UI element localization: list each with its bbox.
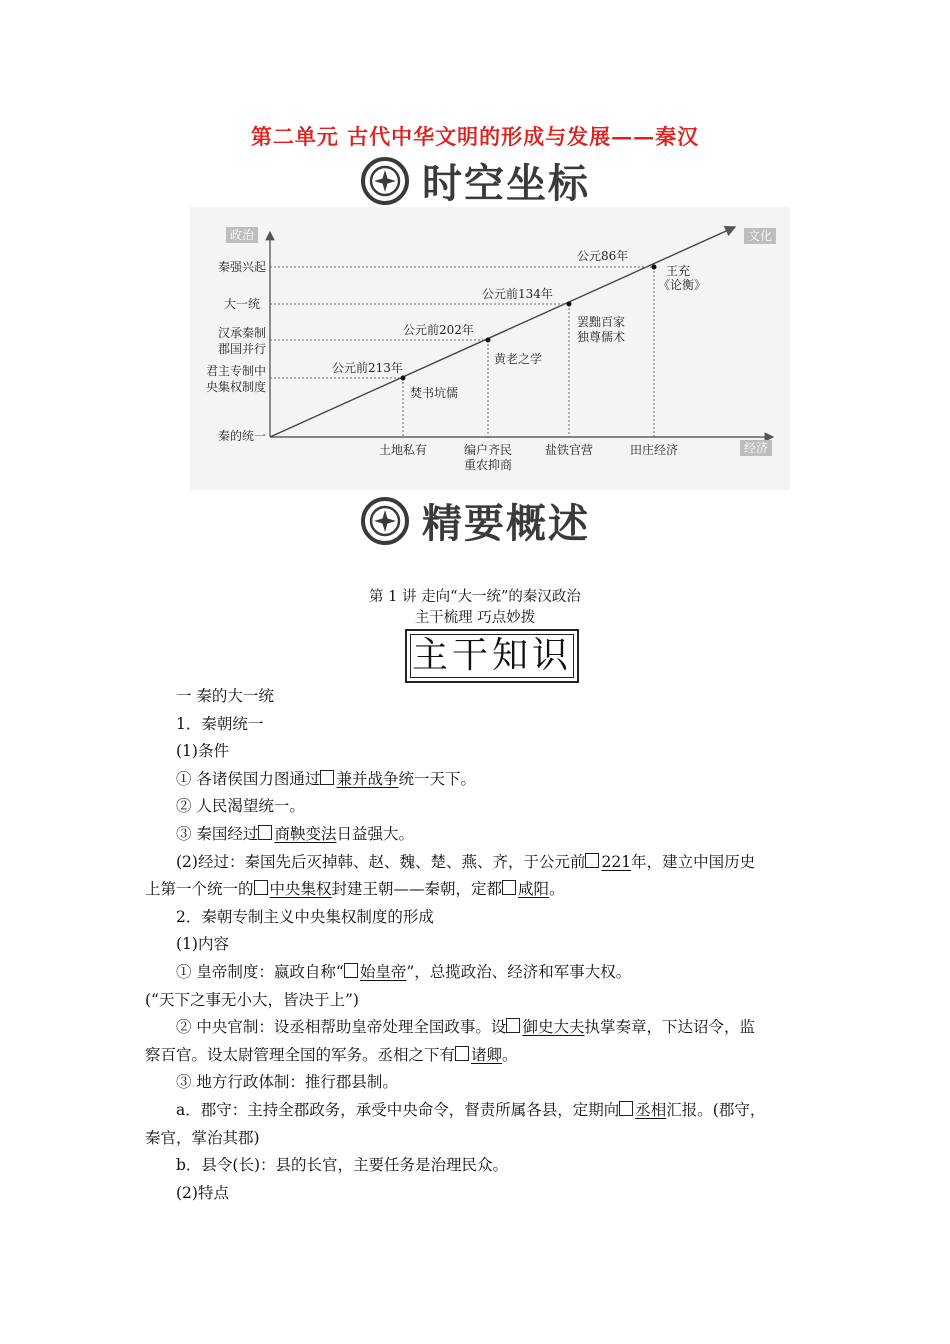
banner-summary <box>0 492 950 550</box>
culture-label: 黄老之学 <box>494 352 543 366</box>
economy-label: 编户齐民 <box>463 443 513 457</box>
subheading: (1)内容 <box>176 935 229 954</box>
paragraph: ③ 地方行政体制：推行郡县制。 <box>176 1073 398 1092</box>
compass-icon <box>360 156 410 206</box>
blank-box-icon <box>455 1046 469 1061</box>
subheading: (2)特点 <box>176 1183 229 1202</box>
politics-label: 郡国并行 <box>217 342 266 356</box>
blank-box-icon <box>258 825 272 840</box>
heading: 一 秦的大一统 <box>176 687 274 705</box>
blank-box-icon <box>506 1018 520 1033</box>
subheading: 1．秦朝统一 <box>176 714 264 733</box>
answer: 咸阳 <box>518 880 550 899</box>
year-label: 公元86年 <box>577 249 629 263</box>
paragraph: ③ 秦国经过 商鞅变法日益强大。 <box>176 824 414 843</box>
paragraph: b．县令(长)：县的长官，主要任务是治理民众。 <box>176 1156 509 1175</box>
paragraph: (“天下之事无小大，皆决于上”) <box>145 990 359 1009</box>
year-label: 公元前202年 <box>403 323 474 337</box>
paragraph: (2)经过：秦国先后灭掉韩、赵、魏、楚、燕、齐，于公元前 221年，建立中国历史 <box>176 852 756 871</box>
culture-label: 焚书坑儒 <box>410 386 459 400</box>
year-label: 公元前134年 <box>482 287 553 301</box>
blank-box-icon <box>585 853 599 868</box>
axis-label-economy: 经济 <box>743 441 769 455</box>
subheading: 2．秦朝专制主义中央集权制度的形成 <box>176 907 434 926</box>
culture-label: 王充 <box>666 264 691 278</box>
economy-label: 重农抑商 <box>463 458 513 472</box>
section-box-title: 主干知识 <box>405 629 579 683</box>
axis-label-politics: 政治 <box>229 228 255 242</box>
economy-label: 盐铁官营 <box>544 443 594 457</box>
blank-box-icon <box>320 770 334 785</box>
blank-box-icon <box>502 880 516 895</box>
banner-spacetime <box>0 152 950 210</box>
answer: 御史大夫 <box>522 1018 585 1037</box>
paragraph: ② 中央官制：设丞相帮助皇帝处理全国政事。设 御史大夫执掌奏章，下达诏令，监 <box>176 1018 755 1037</box>
politics-label: 秦强兴起 <box>217 260 266 274</box>
answer: 兼并战争 <box>336 769 399 788</box>
answer: 中央集权 <box>269 880 332 899</box>
banner-title: 精要概述 <box>422 501 590 547</box>
answer: 221 <box>601 852 632 871</box>
blank-box-icon <box>254 880 268 895</box>
answer: 始皇帝 <box>359 962 407 981</box>
subheading: (1)条件 <box>176 742 229 761</box>
paragraph: a．郡守：主持全郡政务，承受中央命令，督责所属各县，定期向 丞相汇报。(郡守， <box>176 1100 766 1119</box>
paragraph: 秦官，掌治其郡) <box>145 1128 260 1147</box>
timeline-diagram <box>190 207 790 490</box>
economy-label: 土地私有 <box>378 443 428 457</box>
blank-box-icon <box>344 963 358 978</box>
blank-box-icon <box>619 1101 633 1116</box>
paragraph: ② 人民渴望统一。 <box>176 797 305 816</box>
paragraph: 察百官。设太尉管理全国的军务。丞相之下有 诸卿。 <box>145 1045 518 1064</box>
answer: 丞相 <box>635 1100 667 1119</box>
culture-label: 罢黜百家 <box>577 315 626 329</box>
politics-label: 秦的统一 <box>217 429 266 443</box>
paragraph: 上第一个统一的 中央集权封建王朝——秦朝，定都 咸阳。 <box>145 880 565 899</box>
paragraph: ① 各诸侯国力图通过 兼并战争统一天下。 <box>176 769 476 788</box>
paragraph: ① 皇帝制度：嬴政自称“ 始皇帝”，总揽政治、经济和军事大权。 <box>176 962 632 981</box>
economy-label: 田庄经济 <box>629 443 679 457</box>
unit-title: 第二单元 古代中华文明的形成与发展——秦汉 <box>250 124 700 149</box>
politics-label: 央集权制度 <box>205 380 266 394</box>
answer: 诸卿 <box>471 1045 503 1064</box>
banner-title: 时空坐标 <box>422 161 590 207</box>
politics-label: 大一统 <box>223 297 260 311</box>
compass-icon <box>360 496 410 546</box>
year-label: 公元前213年 <box>332 361 403 375</box>
lecture-title: 第 1 讲 走向“大一统”的秦汉政治 <box>369 589 581 605</box>
answer: 商鞅变法 <box>274 824 337 843</box>
politics-label: 汉承秦制 <box>217 326 266 340</box>
culture-label: 《论衡》 <box>658 278 707 292</box>
lecture-subtitle: 主干梳理 巧点妙拨 <box>414 610 536 626</box>
culture-label: 独尊儒术 <box>577 330 626 344</box>
axis-label-culture: 文化 <box>747 229 773 243</box>
politics-label: 君主专制中 <box>205 364 266 378</box>
content-body <box>145 683 815 1207</box>
